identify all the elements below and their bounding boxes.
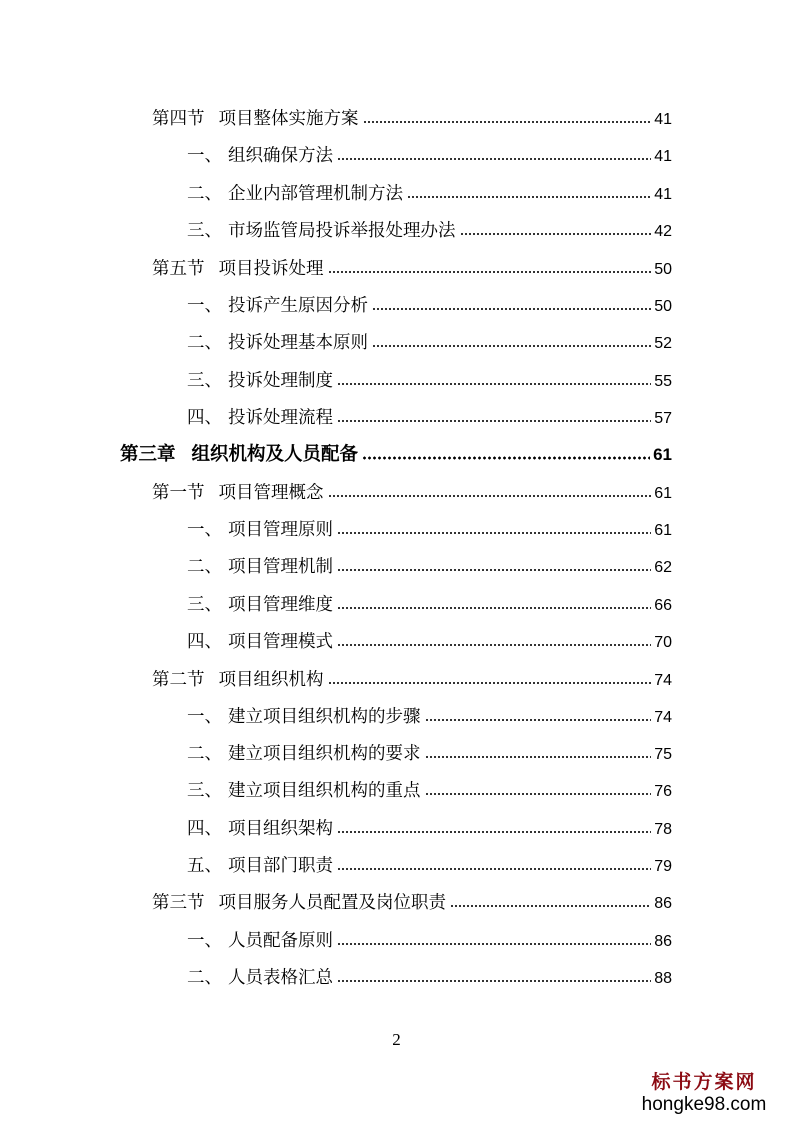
toc-title: 市场监管局投诉举报处理办法 (228, 221, 456, 241)
toc-page: 52 (654, 335, 672, 352)
toc-row[interactable] (187, 218, 672, 244)
toc-row[interactable] (187, 143, 672, 169)
watermark (629, 1070, 779, 1116)
toc-page: 88 (654, 970, 672, 987)
toc-title: 项目管理模式 (228, 632, 333, 652)
dot-leader (425, 718, 652, 722)
toc-row[interactable] (187, 517, 672, 543)
toc-number: 三、 (187, 595, 222, 615)
toc-title: 建立项目组织机构的要求 (228, 744, 421, 764)
toc-page: 74 (654, 672, 672, 689)
toc-title: 项目管理概念 (218, 483, 324, 503)
toc-row[interactable] (187, 330, 672, 356)
toc-number: 五、 (187, 856, 222, 876)
toc-page: 61 (654, 485, 672, 502)
toc-page: 74 (654, 709, 672, 726)
toc-page: 42 (654, 223, 672, 240)
toc-title: 项目整体实施方案 (218, 109, 359, 129)
toc-number: 四、 (187, 819, 222, 839)
toc-page: 86 (654, 933, 672, 950)
toc-title: 项目服务人员配置及岗位职责 (218, 893, 446, 913)
toc-page: 55 (654, 373, 672, 390)
dot-leader (337, 382, 651, 386)
toc-page: 41 (654, 148, 672, 165)
dot-leader (337, 830, 651, 834)
toc-title: 项目管理原则 (228, 520, 333, 540)
dot-leader (363, 120, 652, 124)
dot-leader (362, 456, 650, 460)
page-number: 2 (392, 1030, 401, 1049)
toc-row[interactable] (152, 106, 672, 132)
toc-row[interactable] (187, 853, 672, 879)
watermark-url: hongke98.com (641, 1094, 767, 1115)
toc-number: 四、 (187, 408, 222, 428)
toc-number: 一、 (187, 146, 222, 166)
toc-number: 第五节 (152, 259, 205, 279)
toc-title: 组织机构及人员配备 (191, 444, 359, 465)
toc-row-chapter[interactable] (120, 442, 672, 468)
dot-leader (328, 270, 652, 274)
toc-number: 二、 (187, 184, 222, 204)
toc-row[interactable] (152, 667, 672, 693)
toc-title: 投诉处理基本原则 (228, 333, 368, 353)
toc-number: 二、 (187, 333, 222, 353)
toc-number: 四、 (187, 632, 222, 652)
toc-title: 建立项目组织机构的步骤 (228, 707, 421, 727)
toc-number: 二、 (187, 968, 222, 988)
toc-title: 人员配备原则 (228, 931, 333, 951)
toc-page: 41 (654, 186, 672, 203)
toc-number: 二、 (187, 744, 222, 764)
toc-number: 三、 (187, 221, 222, 241)
toc-page: 50 (654, 261, 672, 278)
toc-title: 人员表格汇总 (228, 968, 333, 988)
dot-leader (407, 195, 651, 199)
toc-row[interactable] (187, 181, 672, 207)
toc-page: 62 (654, 559, 672, 576)
toc-page: 70 (654, 634, 672, 651)
toc-title: 建立项目组织机构的重点 (228, 781, 421, 801)
toc-page: 61 (653, 445, 672, 464)
dot-leader (372, 307, 651, 311)
toc-page: 57 (654, 410, 672, 427)
toc-page: 66 (654, 597, 672, 614)
dot-leader (425, 792, 652, 796)
toc-row[interactable] (152, 480, 672, 506)
toc-number: 第三节 (152, 893, 205, 913)
toc-title: 项目组织机构 (218, 670, 324, 690)
toc-title: 企业内部管理机制方法 (228, 184, 403, 204)
dot-leader (328, 494, 652, 498)
toc-row[interactable] (152, 890, 672, 916)
dot-leader (337, 606, 651, 610)
toc-number: 三、 (187, 371, 222, 391)
toc-title: 投诉产生原因分析 (228, 296, 368, 316)
dot-leader (337, 531, 651, 535)
toc-row[interactable] (187, 629, 672, 655)
toc-row[interactable] (187, 741, 672, 767)
toc-row[interactable] (187, 405, 672, 431)
toc-title: 项目管理维度 (228, 595, 333, 615)
dot-leader (372, 344, 651, 348)
dot-leader (450, 904, 651, 908)
toc-title: 项目组织架构 (228, 819, 333, 839)
toc-number: 第三章 (120, 444, 176, 465)
toc-row[interactable] (187, 778, 672, 804)
toc-page: 79 (654, 858, 672, 875)
toc-number: 第四节 (152, 109, 205, 129)
toc-page: 76 (654, 783, 672, 800)
toc-number: 一、 (187, 520, 222, 540)
toc-number: 一、 (187, 931, 222, 951)
toc-row[interactable] (187, 816, 672, 842)
toc-row[interactable] (187, 554, 672, 580)
toc-row[interactable] (187, 928, 672, 954)
toc-page: 41 (654, 111, 672, 128)
dot-leader (337, 643, 651, 647)
toc-number: 二、 (187, 557, 222, 577)
dot-leader (337, 867, 651, 871)
toc-title: 投诉处理制度 (228, 371, 333, 391)
toc-page: 50 (654, 298, 672, 315)
dot-leader (425, 755, 652, 759)
toc-page: 86 (654, 895, 672, 912)
dot-leader (337, 419, 651, 423)
toc-title: 项目管理机制 (228, 557, 333, 577)
toc-page: 61 (654, 522, 672, 539)
toc-row[interactable] (187, 293, 672, 319)
toc-number: 第二节 (152, 670, 205, 690)
toc-title: 项目部门职责 (228, 856, 333, 876)
toc-number: 一、 (187, 707, 222, 727)
dot-leader (328, 681, 652, 685)
dot-leader (337, 979, 651, 983)
toc-row[interactable] (187, 592, 672, 618)
toc-row[interactable] (187, 965, 672, 991)
toc-page: 78 (654, 821, 672, 838)
dot-leader (337, 157, 651, 161)
toc-page: 75 (654, 746, 672, 763)
toc-number: 第一节 (152, 483, 205, 503)
toc-number: 三、 (187, 781, 222, 801)
toc-title: 组织确保方法 (228, 146, 333, 166)
toc-title: 项目投诉处理 (218, 259, 324, 279)
toc-row[interactable] (152, 256, 672, 282)
toc-title: 投诉处理流程 (228, 408, 333, 428)
dot-leader (337, 568, 651, 572)
toc-row[interactable] (187, 704, 672, 730)
toc-row[interactable] (187, 368, 672, 394)
toc-number: 一、 (187, 296, 222, 316)
watermark-name: 标书方案网 (651, 1071, 757, 1093)
dot-leader (460, 232, 652, 236)
dot-leader (337, 942, 651, 946)
